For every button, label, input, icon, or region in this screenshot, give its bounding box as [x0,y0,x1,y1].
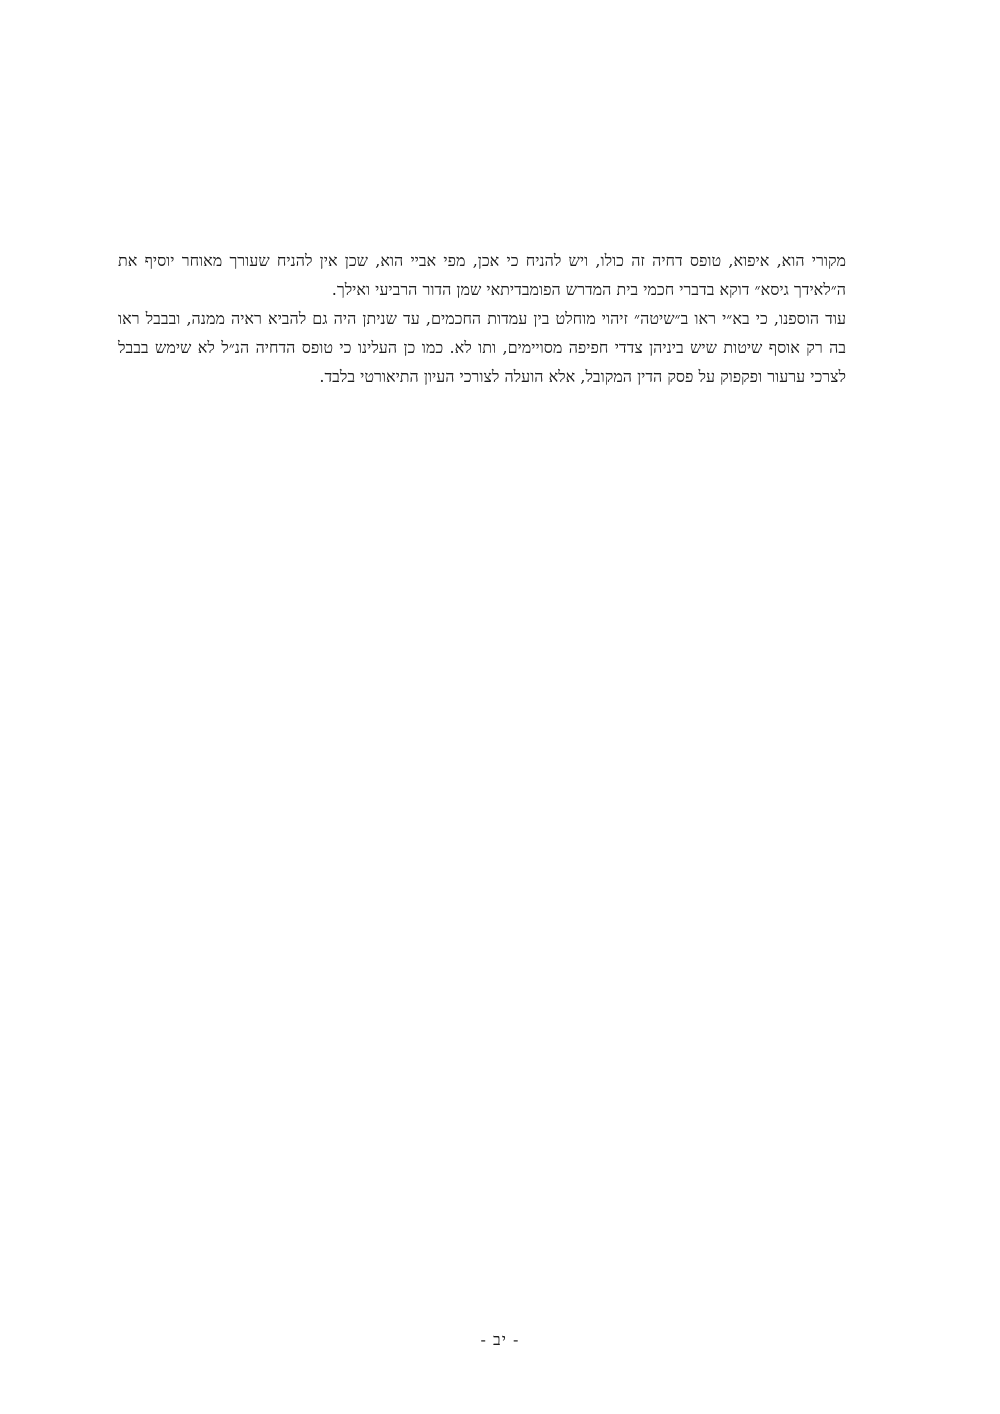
page-number: - יב - [480,1330,520,1349]
body-text [118,246,846,391]
paragraph-1: מקורי הוא, איפוא, טופס דחיה זה כולו, ויש להניח כי אכן, מפי אביי הוא, שכן אין להניח שעורך מאוחר יוסיף את ה״לאידך גיסא״ דוקא בדברי חכמי בית המדרש הפומבדיתאי שמן הדור הרביעי ואילך. [118,251,846,299]
paragraph-2: עוד הוספנו, כי בא״י ראו ב״שיטה״ זיהוי מוחלט בין עמדות החכמים, עד שניתן היה גם להביא ראיה ממנה, ובבבל ראו בה רק אוסף שיטות שיש ביניהן צדדי חפיפה מסויימים, ותו לא. כמו כן העלינו כי טופס הדחיה הנ״ל לא שימש בבבל לצרכי ערעור ופקפוק על פסק הדין המקובל, אלא הועלה לצורכי העיון התיאורטי בלבד. [118,309,847,386]
